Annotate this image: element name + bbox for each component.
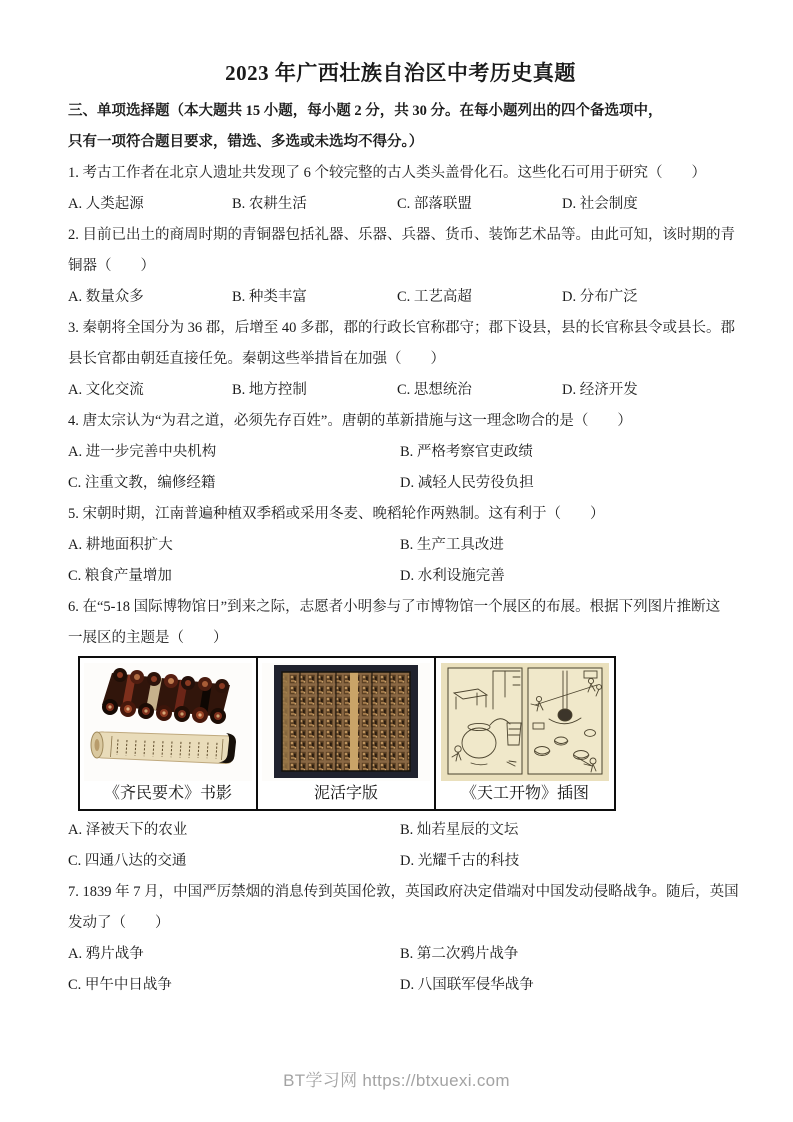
question-6-options-row1 <box>68 815 733 846</box>
question-7 <box>68 877 739 1001</box>
option-d: D. 分布广泛 <box>562 289 638 305</box>
option-d: D. 社会制度 <box>562 196 638 212</box>
question-6-options-row2 <box>68 846 733 877</box>
watermark-text: BT学习网 https://btxuexi.com <box>283 1071 510 1090</box>
question-2-text-line1: 2. 目前已出土的商周时期的青铜器包括礼器、乐器、兵器、货币、装饰艺术品等。由此可知，该时期的青 <box>68 227 735 243</box>
option-b: B. 农耕生活 <box>232 196 307 212</box>
question-1-options <box>68 189 733 220</box>
figure-cell-qimin-yaoshu <box>80 658 258 809</box>
question-1-text: 1. 考古工作者在北京人遗址共发现了 6 个较完整的古人类头盖骨化石。这些化石可用于研究（ ） <box>68 165 706 181</box>
option-a: A. 耕地面积扩大 <box>68 537 173 553</box>
question-5-options-row1 <box>68 530 733 561</box>
question-5-options-row2 <box>68 561 733 592</box>
question-7-options-row1 <box>68 939 733 970</box>
question-4-options-row2 <box>68 468 733 499</box>
figure-cell-tiangong-kaiwu <box>436 658 614 809</box>
option-a: A. 鸦片战争 <box>68 946 144 962</box>
question-4-options-row1 <box>68 437 733 468</box>
question-3-text-line1: 3. 秦朝将全国分为 36 郡，后增至 40 多郡，郡的行政长官称郡守；郡下设县，县的长官称县令或县长。郡 <box>68 320 735 336</box>
tiangong-kaiwu-illustration <box>441 663 609 781</box>
option-d: D. 光耀千古的科技 <box>400 853 520 869</box>
figure-caption-qimin-yaoshu: 《齐民要术》书影 <box>103 785 232 802</box>
question-3 <box>68 313 733 406</box>
clay-movable-type-photo <box>262 663 430 781</box>
option-a: A. 人类起源 <box>68 196 144 212</box>
question-3-options <box>68 375 733 406</box>
question-6-text-line1: 6. 在“5-18 国际博物馆日”到来之际，志愿者小明参与了市博物馆一个展区的布展。根据下列图片推断这 <box>68 599 721 615</box>
question-2-text-line2: 铜器（ ） <box>68 258 155 274</box>
question-2 <box>68 220 733 313</box>
option-a: A. 文化交流 <box>68 382 144 398</box>
option-b: B. 地方控制 <box>232 382 307 398</box>
option-c: C. 工艺高超 <box>397 289 472 305</box>
option-c: C. 部落联盟 <box>397 196 472 212</box>
question-5 <box>68 499 733 592</box>
option-d: D. 水利设施完善 <box>400 568 505 584</box>
question-2-options <box>68 282 733 313</box>
option-d: D. 减轻人民劳役负担 <box>400 475 534 491</box>
option-a: A. 泽被天下的农业 <box>68 822 188 838</box>
section-instructions-line2: 只有一项符合题目要求，错选、多选或未选均不得分。） <box>68 134 424 150</box>
question-3-text-line2: 县长官都由朝廷直接任免。秦朝这些举措旨在加强（ ） <box>68 351 445 367</box>
option-b: B. 灿若星辰的文坛 <box>400 822 519 838</box>
figure-cell-clay-movable-type <box>258 658 436 809</box>
option-a: A. 进一步完善中央机构 <box>68 444 217 460</box>
figure-caption-clay-movable-type: 泥活字版 <box>313 785 378 802</box>
question-1 <box>68 158 733 220</box>
option-b: B. 生产工具改进 <box>400 537 504 553</box>
option-c: C. 甲午中日战争 <box>68 977 172 993</box>
figure-table <box>78 656 616 811</box>
option-c: C. 四通八达的交通 <box>68 853 187 869</box>
question-4 <box>68 406 733 499</box>
bamboo-scroll-photo <box>84 663 252 781</box>
question-7-text-line2: 发动了（ ） <box>68 915 170 931</box>
option-d: D. 八国联军侵华战争 <box>400 977 534 993</box>
section-instructions-line1: 三、单项选择题（本大题共 15 小题，每小题 2 分，共 30 分。在每小题列出的四个备选项中， <box>68 103 663 119</box>
option-c: C. 思想统治 <box>397 382 472 398</box>
option-b: B. 严格考察官吏政绩 <box>400 444 533 460</box>
option-c: C. 粮食产量增加 <box>68 568 172 584</box>
option-c: C. 注重文教，编修经籍 <box>68 475 216 491</box>
question-6-text-line2: 一展区的主题是（ ） <box>68 630 228 646</box>
watermark-footer <box>0 1066 793 1091</box>
figure-caption-tiangong-kaiwu: 《天工开物》插图 <box>460 785 589 802</box>
question-7-text-line1: 7. 1839 年 7 月，中国严厉禁烟的消息传到英国伦敦，英国政府决定借端对中国发动侵略战争。随后，英国 <box>68 884 739 900</box>
option-b: B. 第二次鸦片战争 <box>400 946 519 962</box>
question-7-options-row2 <box>68 970 733 1001</box>
option-a: A. 数量众多 <box>68 289 144 305</box>
question-6 <box>68 592 733 877</box>
question-5-text: 5. 宋朝时期，江南普遍种植双季稻或采用冬麦、晚稻轮作两熟制。这有利于（ ） <box>68 506 605 522</box>
question-4-text: 4. 唐太宗认为“为君之道，必须先存百姓”。唐朝的革新措施与这一理念吻合的是（ ） <box>68 413 632 429</box>
option-b: B. 种类丰富 <box>232 289 307 305</box>
option-d: D. 经济开发 <box>562 382 638 398</box>
exam-title: 2023 年广西壮族自治区中考历史真题 <box>225 61 576 85</box>
